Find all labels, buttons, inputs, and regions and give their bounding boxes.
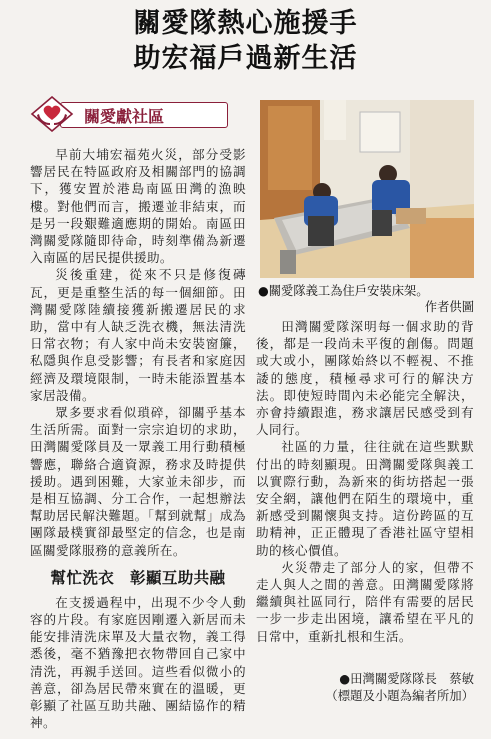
headline-line-2: 助宏福戶過新生活 — [133, 43, 358, 74]
article-paragraph: 眾多要求看似瑣碎，卻關乎基本生活所需。面對一宗宗迫切的求助，田灣關愛隊員及一眾義工用行動積極響應，聯絡合適資源，務求及時提供援助。遇到困難，大家並未卻步，而是相互協調、分工合作，一起想辦法幫助居民解決難題。「幫到就幫」成為團隊最樸實卻最堅定的信念，也是南區關愛隊服務的意義所在。 — [30, 405, 246, 558]
photo-credit: 作者供圖 — [424, 300, 474, 314]
photo-caption-block — [258, 283, 478, 315]
byline-editor-note: （標題及小題為編者所加） — [325, 688, 474, 703]
column-badge — [30, 96, 230, 132]
byline-author: ●田灣關愛隊隊長 蔡敏 — [339, 671, 474, 686]
article-photo — [260, 100, 474, 278]
article-paragraph: 早前大埔宏福苑火災，部分受影響居民在特區政府及相關部門的協調下，獲安置於港島南區田灣的漁映樓。對他們而言，搬遷並非結束，而是另一段艱難適應期的開始。南區田灣關愛隊隨即待命，時刻準備為新遷入南區的居民提供援助。 — [30, 147, 246, 266]
photo-caption: ●關愛隊義工為住戶安裝床架。 — [258, 284, 429, 298]
article-subheading: 幫忙洗衣 彰顯互助共融 — [50, 568, 226, 587]
heart-hands-icon — [30, 96, 74, 132]
article-column-left — [30, 146, 246, 732]
article-paragraph: 在支援過程中，出現不少令人動容的片段。有家庭因剛遷入新居而未能安排清洗床單及大量衣物，義工得悉後，毫不猶豫把衣物帶回自己家中清洗，再親手送回。這些看似微小的善意，卻為居民帶來實在的溫暖，更彰顯了社區互助共融、團結協作的精神。 — [30, 594, 246, 731]
byline — [300, 670, 474, 704]
article-paragraph: 火災帶走了部分人的家，但帶不走人與人之間的善意。田灣關愛隊將繼續與社區同行，陪伴有需要的居民一步一步走出困境，讓希望在平凡的日常中，重新扎根和生活。 — [256, 559, 474, 644]
article-paragraph: 田灣關愛隊深明每一個求助的背後，都是一段尚未平復的創傷。問題或大或小，團隊始終以不輕視、不推諉的態度，積極尋求可行的解決方法。即使短時間內未必能完全解決，亦會持續跟進，務求讓居民感受到有人同行。 — [256, 319, 474, 438]
article-column-right — [256, 318, 474, 648]
article-paragraph: 災後重建，從來不只是修復磚瓦，更是重整生活的每一個細節。田灣關愛隊陸續接獲新搬遷居民的求助，當中有人缺乏洗衣機，無法清洗日常衣物；有人家中尚未安裝窗簾，私隱與作息受影響；有長者和家庭因經濟及環境限制，一時未能添置基本家居設備。 — [30, 267, 246, 403]
column-badge-label: 關愛獻社區 — [84, 107, 165, 126]
article-paragraph: 社區的力量，往往就在這些默默付出的時刻顯現。田灣關愛隊與義工以實際行動，為新來的街坊搭起一張安全網，讓他們在陌生的環境中，重新感受到關懷與支持。這份跨區的互助精神，正正體現了香港社區守望相助的核心價值。 — [256, 439, 474, 558]
volunteers-installing-bed-frame-photo — [260, 100, 474, 278]
headline-line-1: 關愛隊熱心施援手 — [133, 8, 358, 39]
headline — [0, 6, 491, 76]
